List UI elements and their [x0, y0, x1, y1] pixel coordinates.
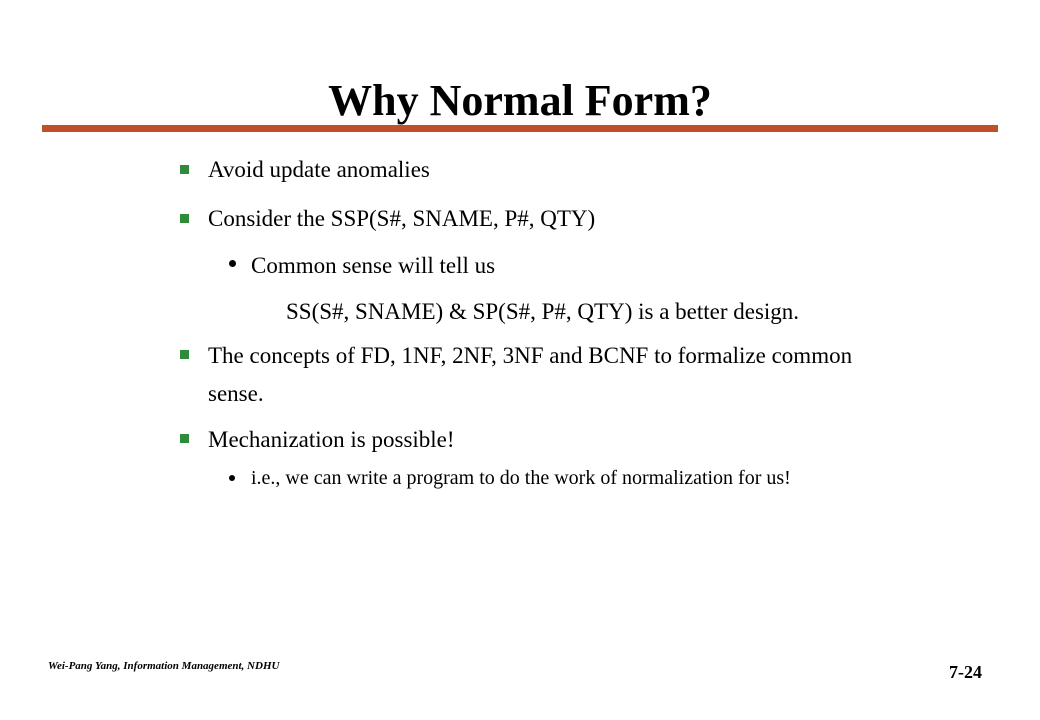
square-bullet-icon	[180, 434, 189, 443]
square-bullet-icon	[180, 165, 189, 174]
bullet-concepts: The concepts of FD, 1NF, 2NF, 3NF and BCNF to formalize common	[208, 343, 853, 368]
better-design-line: SS(S#, SNAME) & SP(S#, P#, QTY) is a better design.	[286, 299, 800, 324]
bullet-consider-ssp: Consider the SSP(S#, SNAME, P#, QTY)	[208, 206, 596, 231]
bullet-concepts-continued: sense.	[208, 381, 264, 406]
bullet-mechanization: Mechanization is possible!	[208, 427, 455, 452]
square-bullet-icon	[180, 350, 189, 359]
bullet-program-normalization: i.e., we can write a program to do the work of normalization for us!	[251, 467, 791, 489]
bullet-avoid-anomalies: Avoid update anomalies	[208, 157, 430, 182]
bullet-common-sense: Common sense will tell us	[251, 253, 496, 278]
dot-bullet-icon	[229, 475, 235, 481]
title-underline	[42, 125, 998, 132]
slide-title: Why Normal Form?	[328, 76, 712, 125]
page-number: 7-24	[949, 662, 982, 682]
footer-author: Wei-Pang Yang, Information Management, NDHU	[48, 660, 280, 672]
square-bullet-icon	[180, 214, 189, 223]
dot-bullet-icon	[229, 260, 236, 267]
